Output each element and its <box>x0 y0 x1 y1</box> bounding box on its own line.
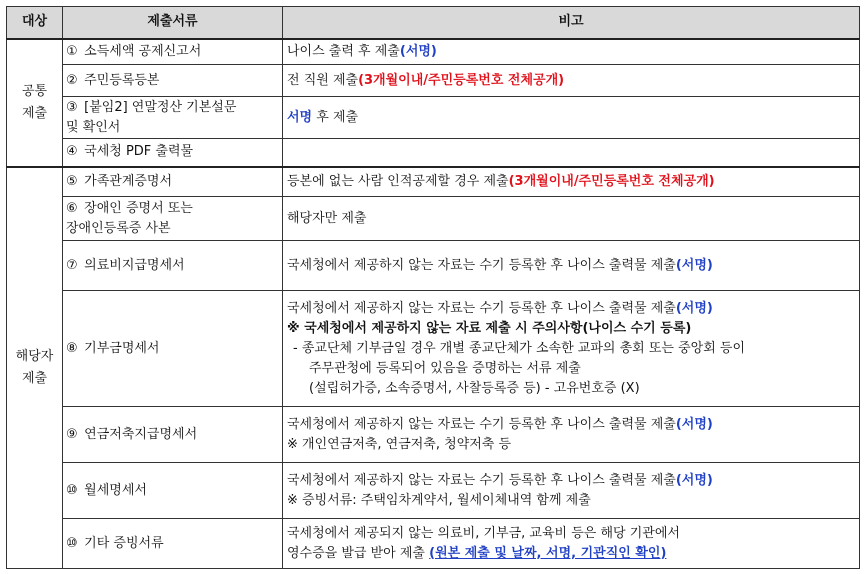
table-row <box>7 167 860 197</box>
submission-documents-table <box>6 6 860 569</box>
note-emphasis: (3개월이내/주민등록번호 전체공개) <box>358 72 565 88</box>
doc-cell <box>63 241 283 291</box>
note-text: 국세청에서 제공하지 않는 자료는 수기 등록한 후 나이스 출력물 제출 <box>287 257 676 273</box>
note-emphasis: (서명) <box>675 416 713 432</box>
note-emphasis: (서명) <box>675 472 713 488</box>
table-row <box>7 463 860 519</box>
doc-name: 기부금명세서 <box>84 340 160 356</box>
table-row <box>7 65 860 97</box>
note-text: 후 제출 <box>312 109 359 125</box>
note-text: 해당자만 제출 <box>287 210 367 226</box>
note-cell <box>283 197 860 241</box>
table-row <box>7 197 860 241</box>
table-header-row <box>7 7 860 39</box>
note-cell <box>283 139 860 167</box>
note-cell <box>283 167 860 197</box>
group-label-line1: 공통 <box>21 83 48 99</box>
item-number: ⑩ <box>66 482 78 498</box>
note-emphasis: (서명) <box>675 300 713 316</box>
table-row <box>7 97 860 139</box>
note-text: 전 직원 제출 <box>287 72 359 88</box>
doc-name: 연금저축지급명세서 <box>84 426 198 442</box>
note-text: 국세청에서 제공하지 않는 자료는 수기 등록한 후 나이스 출력물 제출 <box>287 416 676 432</box>
header-docs: 제출서류 <box>63 7 283 39</box>
note-text: 영수증을 발급 받아 제출 <box>287 545 430 561</box>
note-text: 등본에 없는 사람 인적공제할 경우 제출 <box>287 173 509 189</box>
item-number: ⑤ <box>66 173 78 189</box>
item-number: ⑧ <box>66 340 78 356</box>
doc-cell <box>63 463 283 519</box>
doc-cell <box>63 39 283 65</box>
doc-name: 기타 증빙서류 <box>84 535 164 551</box>
group-label-line2: 제출 <box>21 105 48 121</box>
note-emphasis: (3개월이내/주민등록번호 전체공개) <box>508 173 715 189</box>
note-text: 나이스 출력 후 제출 <box>287 43 400 59</box>
group-label-line2: 제출 <box>21 370 48 386</box>
doc-name-line2: 장애인등록증 사본 <box>66 220 171 236</box>
doc-name: 의료비지급명세서 <box>84 257 185 273</box>
note-text: 국세청에서 제공하지 않는 자료는 수기 등록한 후 나이스 출력물 제출 <box>287 300 676 316</box>
note-emphasis: (서명) <box>675 257 713 273</box>
document-page <box>6 6 860 569</box>
note-cell <box>283 291 860 407</box>
item-number: ② <box>66 72 78 88</box>
note-cell <box>283 463 860 519</box>
note-text: 국세청에서 제공하지 않는 자료는 수기 등록한 후 나이스 출력물 제출 <box>287 472 676 488</box>
note-emphasis: (서명) <box>399 43 437 59</box>
note-cell <box>283 241 860 291</box>
table-row <box>7 407 860 463</box>
doc-name-line1: [붙임2] 연말정산 기본설문 <box>84 99 237 115</box>
note-extra: ※ 증빙서류: 주택임차계약서, 월세이체내역 함께 제출 <box>287 492 591 508</box>
doc-name: 가족관계증명서 <box>84 173 173 189</box>
group-applicable <box>7 167 63 569</box>
table-row <box>7 139 860 167</box>
item-number: ⑨ <box>66 426 78 442</box>
doc-cell <box>63 291 283 407</box>
item-number: ③ <box>66 99 78 115</box>
note-cell <box>283 65 860 97</box>
item-number: ⑦ <box>66 257 78 273</box>
doc-name-line1: 장애인 증명서 또는 <box>84 200 193 216</box>
doc-cell <box>63 139 283 167</box>
item-number: ⑥ <box>66 200 78 216</box>
doc-name: 주민등록등본 <box>84 72 160 88</box>
note-line1: 국세청에서 제공되지 않는 의료비, 기부금, 교육비 등은 해당 기관에서 <box>287 525 680 541</box>
doc-cell <box>63 197 283 241</box>
table-row <box>7 241 860 291</box>
doc-name: 월세명세서 <box>84 482 147 498</box>
note-cell <box>283 97 860 139</box>
note-cell <box>283 39 860 65</box>
doc-cell <box>63 167 283 197</box>
doc-name: 국세청 PDF 출력물 <box>84 144 194 160</box>
item-number: ① <box>66 43 78 59</box>
item-number: ④ <box>66 144 78 160</box>
group-common <box>7 39 63 167</box>
note-underlined: (원본 제출 및 날짜, 서명, 기관직인 확인) <box>429 545 667 561</box>
table-row <box>7 519 860 569</box>
header-target: 대상 <box>7 7 63 39</box>
item-number: ⑩ <box>66 535 78 551</box>
table-row <box>7 291 860 407</box>
caution-heading: ※ 국세청에서 제공하지 않는 자료 제출 시 주의사항(나이스 수기 등록) <box>287 320 692 336</box>
note-emphasis: 서명 <box>287 109 313 125</box>
note-cell <box>283 407 860 463</box>
caution-detail-3: (설립허가증, 소속증명서, 사찰등록증 등) - 고유번호증 (X) <box>309 380 640 396</box>
group-label-line1: 해당자 <box>15 348 54 364</box>
note-cell <box>283 519 860 569</box>
caution-detail-2: 주무관청에 등록되어 있음을 증명하는 서류 제출 <box>309 360 581 376</box>
note-extra: ※ 개인연금저축, 연금저축, 청약저축 등 <box>287 436 512 452</box>
doc-cell <box>63 97 283 139</box>
table-row <box>7 39 860 65</box>
doc-cell <box>63 407 283 463</box>
caution-detail-1: - 종교단체 기부금일 경우 개별 종교단체가 소속한 교파의 총회 또는 중앙회 등이 <box>293 340 746 356</box>
doc-name: 소득세액 공제신고서 <box>84 43 202 59</box>
doc-cell <box>63 519 283 569</box>
doc-cell <box>63 65 283 97</box>
doc-name-line2: 및 확인서 <box>66 119 121 135</box>
header-notes: 비고 <box>283 7 860 39</box>
